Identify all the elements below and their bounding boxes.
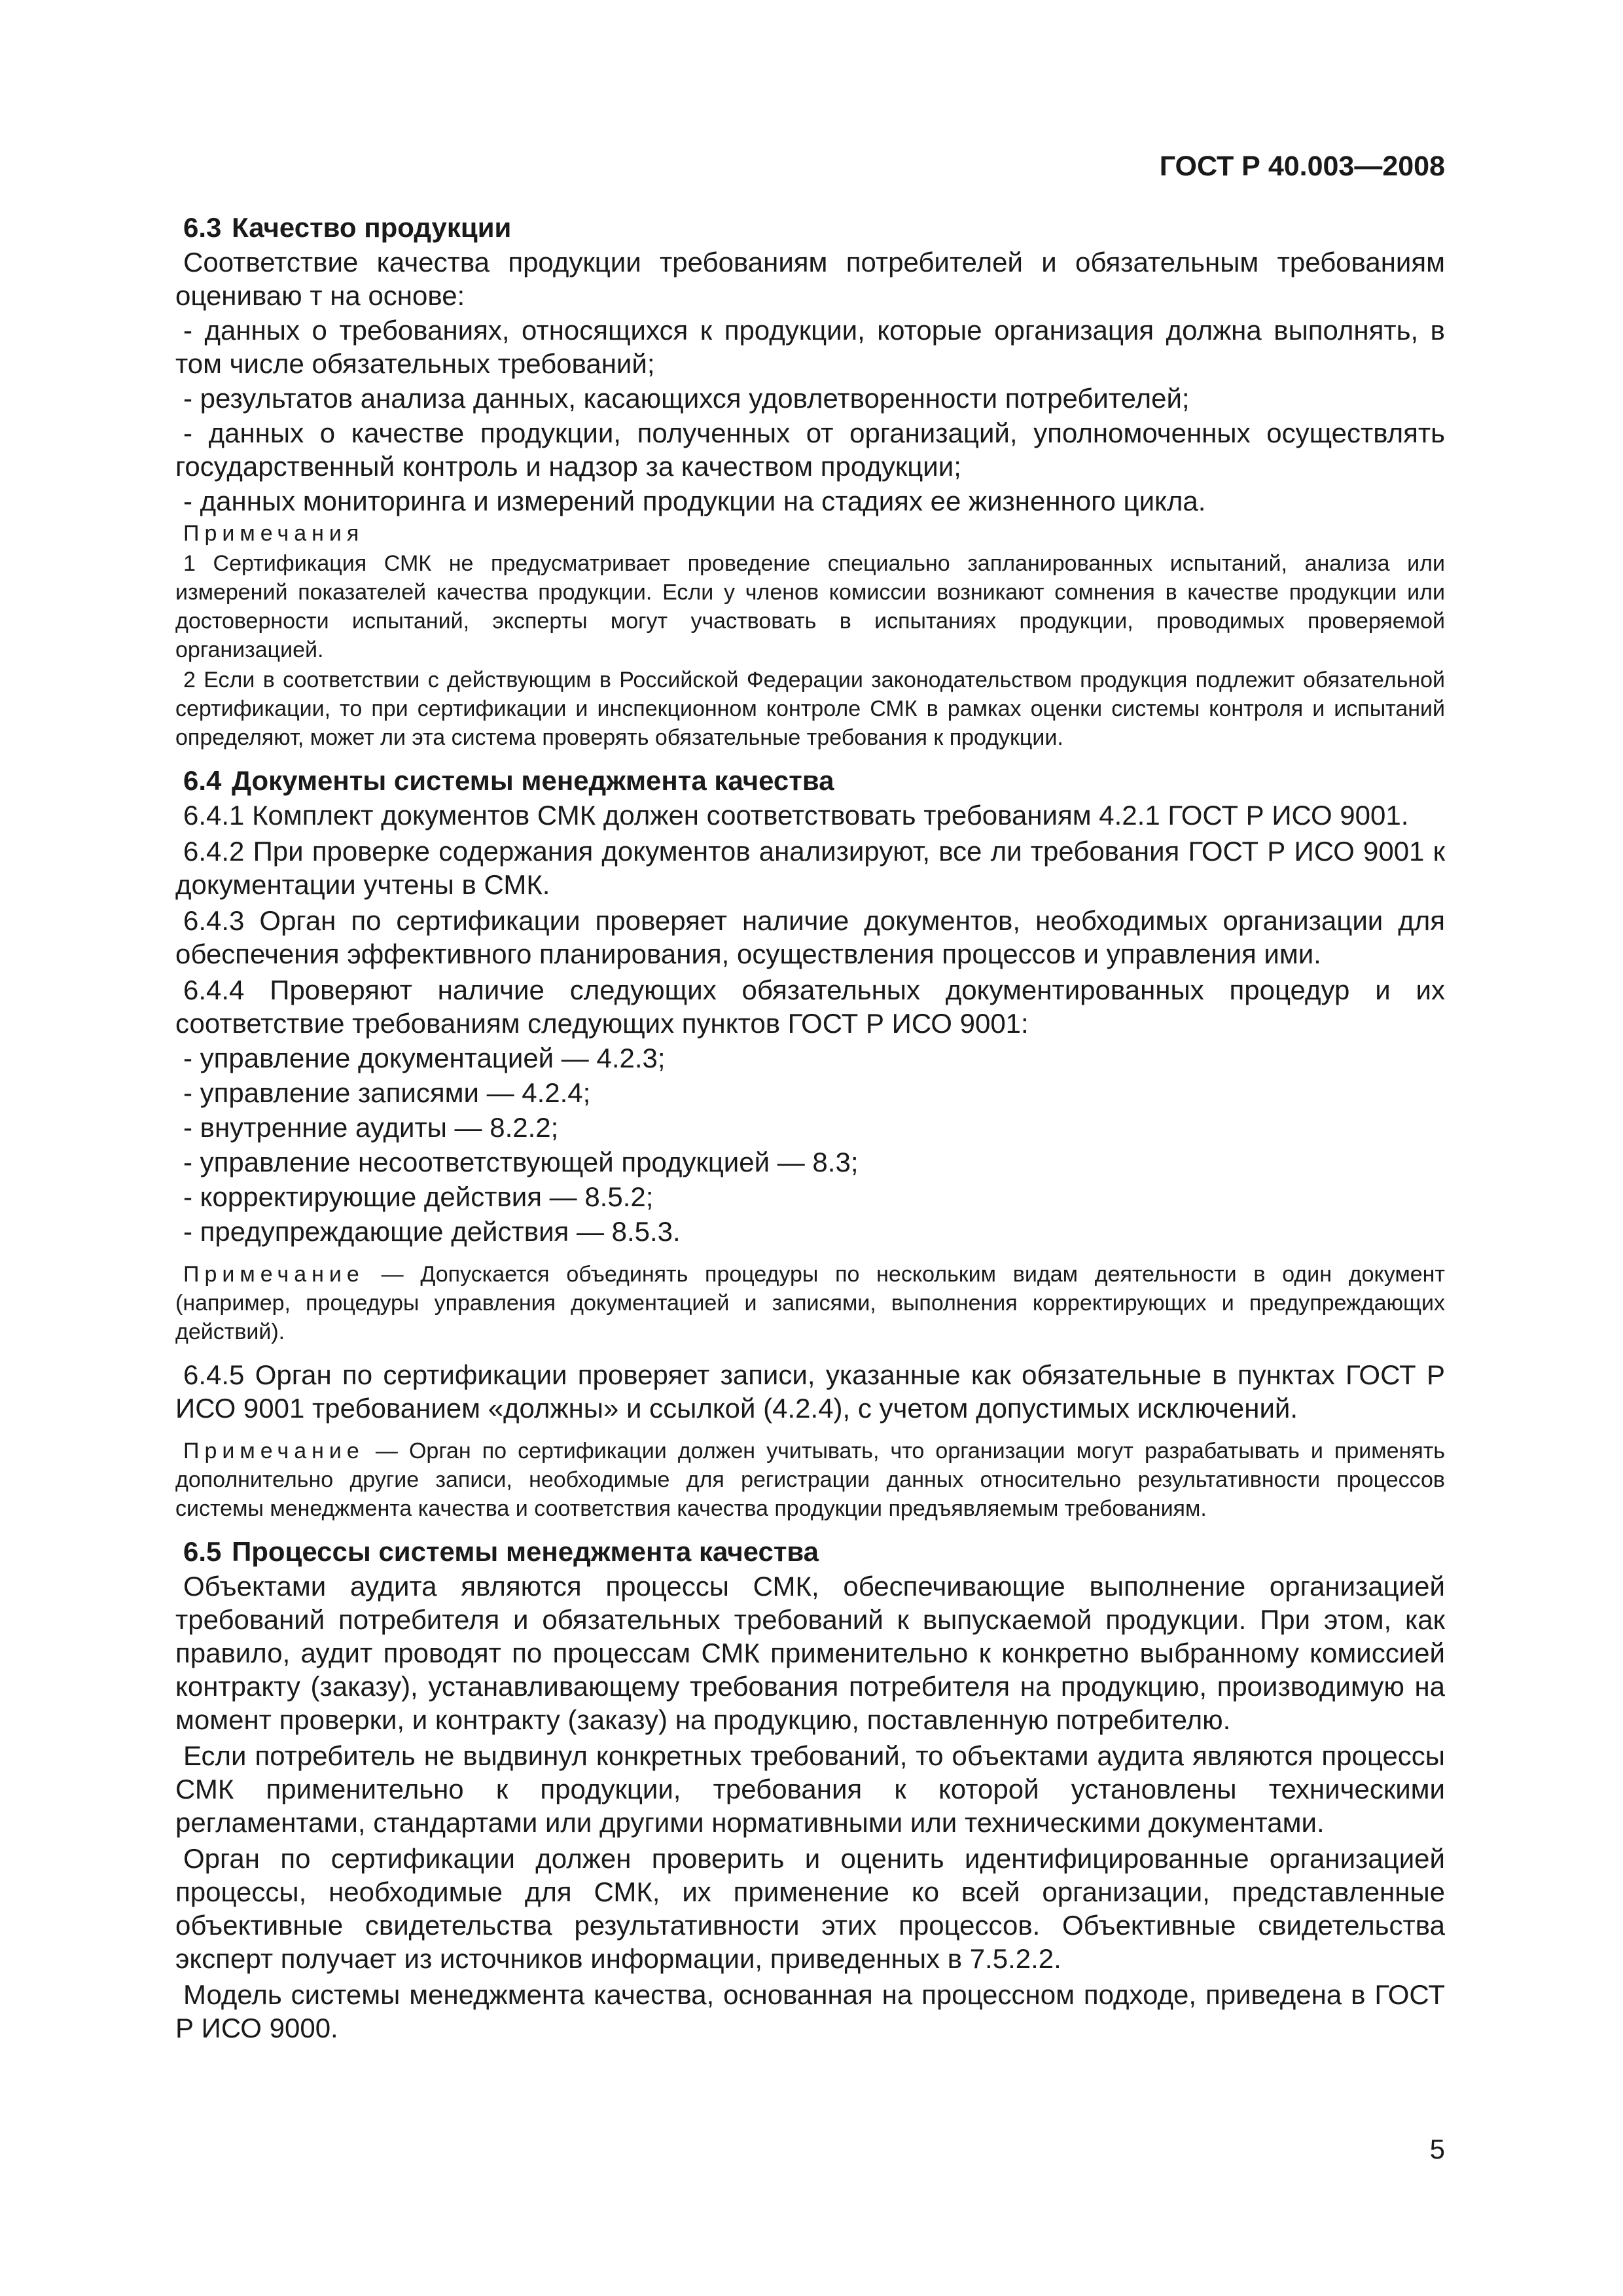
clause-6-4-4: 6.4.4 Проверяют наличие следующих обязательных документированных процедур и их соответствие требованиям следующих пунктов ГОСТ Р ИСО 9001: xyxy=(175,975,1445,1039)
page-number: 5 xyxy=(1429,2134,1445,2164)
list-item: - данных о качестве продукции, полученных от организаций, уполномоченных осуществлять государственный контроль и надзор за качеством продукции; xyxy=(175,418,1445,482)
clause-6-4-3: 6.4.3 Орган по сертификации проверяет наличие документов, необходимых организации для обеспечения эффективного планирования, осуществления процессов и управления ими. xyxy=(175,905,1445,969)
list-item: - управление несоответствующей продукцией — 8.3; xyxy=(183,1147,859,1177)
note-text: — Допускается объединять процедуры по нескольким видам деятельности в один документ (например, процедуры управления документацией и записями, выполнения корректирующих и предупреждающих действий). xyxy=(175,1262,1446,1344)
note-item: 1 Сертификация СМК не предусматривает проведение специально запланированных испытаний, анализа или измерений показателей качества продукции. Если у членов комиссии возникают сомнения в качестве продукции или достоверности испытаний, эксперты могут участвовать в испытаниях продукции, проводимых проверяемой организацией. xyxy=(175,551,1445,662)
note-label: Примечание xyxy=(183,1439,365,1463)
notes-label: Примечания xyxy=(183,521,365,546)
list-item: - внутренние аудиты — 8.2.2; xyxy=(183,1112,559,1143)
section-6-3-intro: Соответствие качества продукции требованиям потребителей и обязательным требованиям оцениваю т на основе: xyxy=(175,247,1445,311)
list-item: - предупреждающие действия — 8.5.3. xyxy=(183,1216,681,1247)
clause-6-4-2: 6.4.2 При проверке содержания документов анализируют, все ли требования ГОСТ Р ИСО 9001 к документации учтены в СМК. xyxy=(175,836,1445,900)
section-6-4-heading xyxy=(175,764,1445,797)
paragraph: Модель системы менеджмента качества, основанная на процессном подходе, приведена в ГОСТ Р ИСО 9000. xyxy=(175,1979,1445,2043)
section-title: Качество продукции xyxy=(232,212,512,243)
document-code: ГОСТ Р 40.003—2008 xyxy=(1159,151,1445,182)
note-6-4-4 xyxy=(175,1260,1445,1346)
section-number: 6.5 xyxy=(183,1536,222,1567)
note-text: — Орган по сертификации должен учитывать, что организации могут разрабатывать и применять дополнительно другие записи, необходимые для регистрации данных относительно результативности процессов системы менеджмента качества и соответствия качества продукции предъявляемым требованиям. xyxy=(175,1439,1446,1521)
note-item: 2 Если в соответствии с действующим в Российской Федерации законодательством продукция подлежит обязательной сертификации, то при сертификации и инспекционном контроле СМК в рамках оценки системы контроля и испытаний определяют, может ли эта система проверять обязательные требования к продукции. xyxy=(175,668,1445,750)
list-item: - результатов анализа данных, касающихся удовлетворенности потребителей; xyxy=(183,383,1190,414)
list-item: - данных о требованиях, относящихся к продукции, которые организация должна выполнять, в том числе обязательных требований; xyxy=(175,315,1445,379)
note-6-4-5 xyxy=(175,1437,1445,1523)
note-label: Примечание xyxy=(183,1262,365,1287)
list-item: - данных мониторинга и измерений продукции на стадиях ее жизненного цикла. xyxy=(183,486,1206,516)
paragraph: Если потребитель не выдвинул конкретных требований, то объектами аудита являются процессы СМК применительно к продукции, требования к которой установлены техническими регламентами, стандартами или другими нормативными или техническими документами. xyxy=(175,1740,1445,1838)
list-item: - управление записями — 4.2.4; xyxy=(183,1077,591,1108)
section-number: 6.3 xyxy=(183,212,222,243)
clause-6-4-1: 6.4.1 Комплект документов СМК должен соответствовать требованиям 4.2.1 ГОСТ Р ИСО 9001. xyxy=(183,800,1409,831)
paragraph: Объектами аудита являются процессы СМК, обеспечивающие выполнение организацией требований потребителя и обязательных требований к выпускаемой продукции. При этом, как правило, аудит проводят по процессам СМК применительно к конкретно выбранному комиссией контракту (заказу), устанавливающему требования потребителя на продукцию, производимую на момент проверки, и контракту (заказу) на продукцию, поставленную потребителю. xyxy=(175,1571,1445,1735)
section-6-3-heading xyxy=(175,211,1445,244)
list-item: - корректирующие действия — 8.5.2; xyxy=(183,1181,654,1212)
paragraph: Орган по сертификации должен проверить и оценить идентифицированные организацией процессы, необходимые для СМК, их применение ко всей организации, представленные объективные свидетельства результативности этих процессов. Объективные свидетельства эксперт получает из источников информации, приведенных в 7.5.2.2. xyxy=(175,1843,1445,1974)
clause-6-4-5: 6.4.5 Орган по сертификации проверяет записи, указанные как обязательные в пунктах ГОСТ Р ИСО 9001 требованием «должны» и ссылкой (4.2.4), с учетом допустимых исключений. xyxy=(175,1359,1445,1424)
section-number: 6.4 xyxy=(183,765,222,796)
section-title: Процессы системы менеджмента качества xyxy=(232,1536,819,1567)
section-6-5-heading xyxy=(175,1535,1445,1568)
section-title: Документы системы менеджмента качества xyxy=(232,765,834,796)
list-item: - управление документацией — 4.2.3; xyxy=(183,1043,666,1073)
